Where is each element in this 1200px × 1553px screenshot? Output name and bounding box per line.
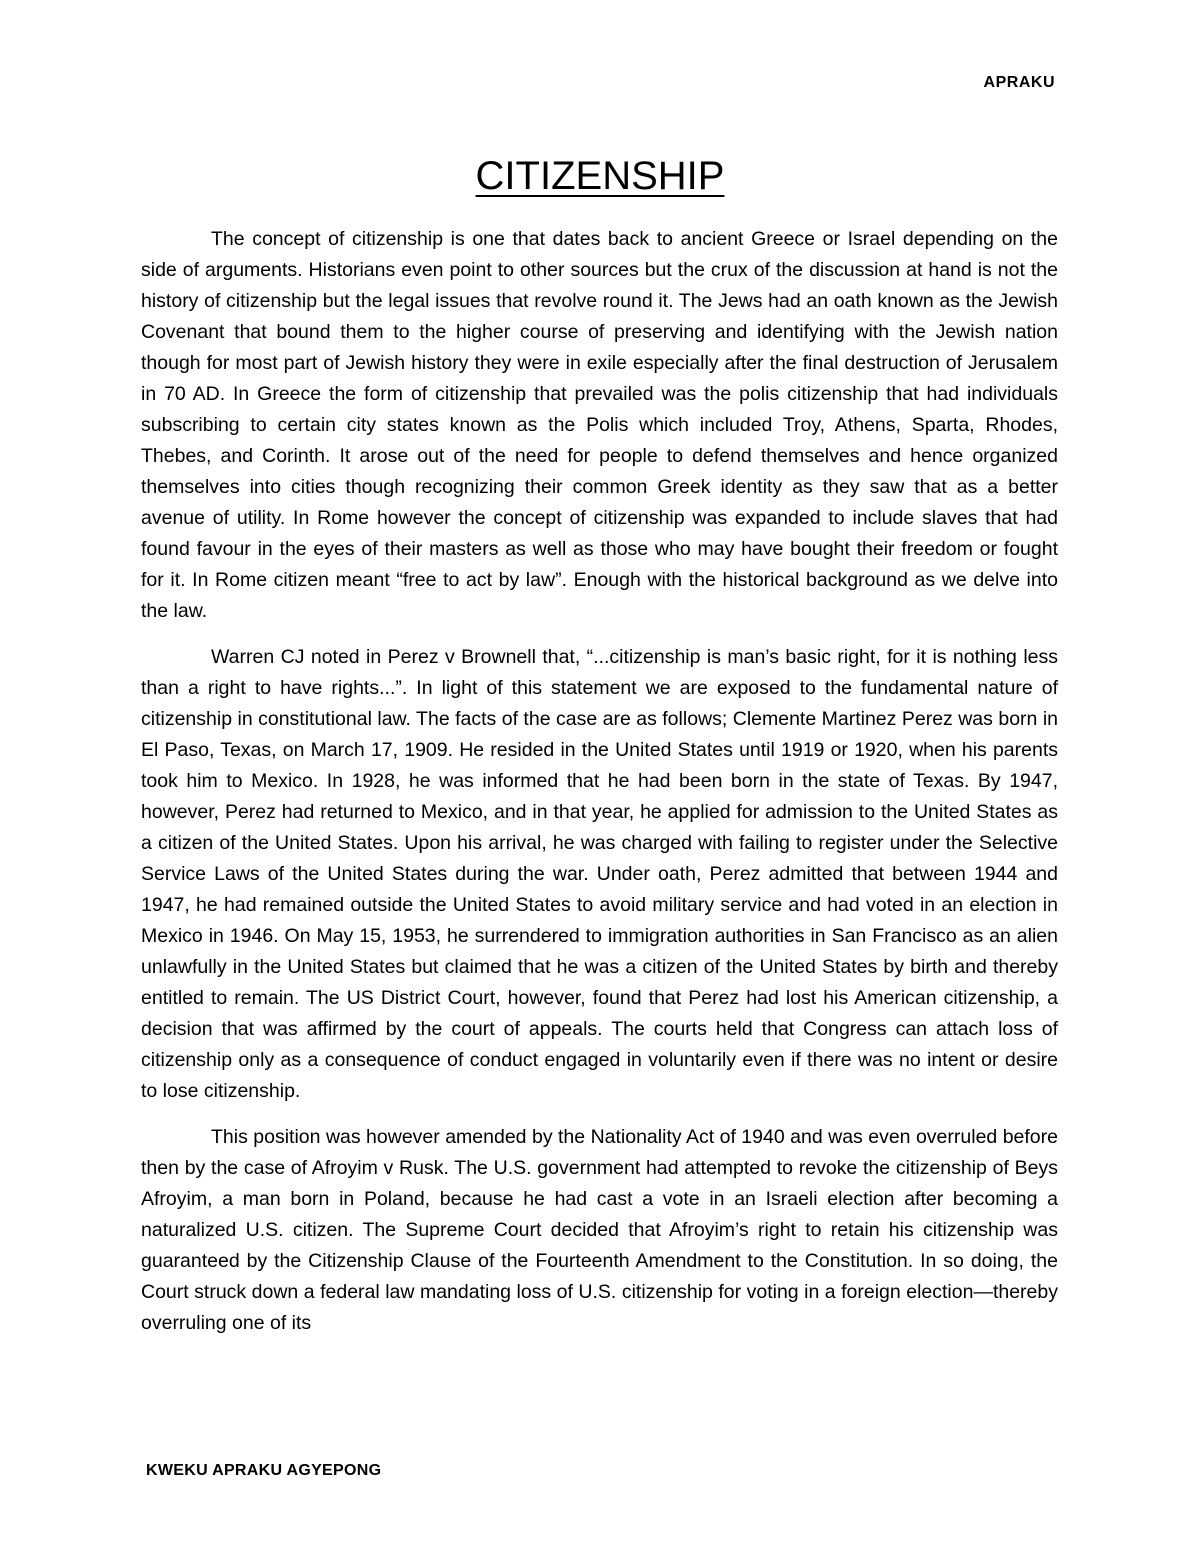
footer-author: KWEKU APRAKU AGYEPONG — [146, 1462, 382, 1479]
paragraph: The concept of citizenship is one that dates back to ancient Greece or Israel depending on the side of arguments. Historians even point to other sources but the crux of the discussion at hand is not the history of citizenship but the legal issues that revolve round it. The Jews had an oath known as the Jewish Covenant that bound them to the higher course of preserving and identifying with the Jewish nation though for most part of Jewish history they were in exile especially after the final destruction of Jerusalem in 70 AD. In Greece the form of citizenship that prevailed was the polis citizenship that had individuals subscribing to certain city states known as the Polis which included Troy, Athens, Sparta, Rhodes, Thebes, and Corinth. It arose out of the need for people to defend themselves and hence organized themselves into cities though recognizing their common Greek identity as they saw that as a better avenue of utility. In Rome however the concept of citizenship was expanded to include slaves that had found favour in the eyes of their masters as well as those who may have bought their freedom or fought for it. In Rome citizen meant “free to act by law”. Enough with the historical background as we delve into the law. — [141, 228, 1058, 622]
document-title — [0, 152, 1200, 200]
running-head: APRAKU — [983, 74, 1055, 91]
document-body — [141, 224, 1058, 1354]
paragraph: Warren CJ noted in Perez v Brownell that, “...citizenship is man’s basic right, for it is nothing less than a right to have rights...”. In light of this statement we are exposed to the fundamental nature of citizenship in constitutional law. The facts of the case are as follows; Clemente Martinez Perez was born in El Paso, Texas, on March 17, 1909. He resided in the United States until 1919 or 1920, when his parents took him to Mexico. In 1928, he was informed that he had been born in the state of Texas. By 1947, however, Perez had returned to Mexico, and in that year, he applied for admission to the United States as a citizen of the United States. Upon his arrival, he was charged with failing to register under the Selective Service Laws of the United States during the war. Under oath, Perez admitted that between 1944 and 1947, he had remained outside the United States to avoid military service and had voted in an election in Mexico in 1946. On May 15, 1953, he surrendered to immigration authorities in San Francisco as an alien unlawfully in the United States but claimed that he was a citizen of the United States by birth and thereby entitled to remain. The US District Court, however, found that Perez had lost his American citizenship, a decision that was affirmed by the court of appeals. The courts held that Congress can attach loss of citizenship only as a consequence of conduct engaged in voluntarily even if there was no intent or desire to lose citizenship. — [141, 646, 1058, 1102]
paragraph: This position was however amended by the Nationality Act of 1940 and was even overruled before then by the case of Afroyim v Rusk. The U.S. government had attempted to revoke the citizenship of Beys Afroyim, a man born in Poland, because he had cast a vote in an Israeli election after becoming a naturalized U.S. citizen. The Supreme Court decided that Afroyim’s right to retain his citizenship was guaranteed by the Citizenship Clause of the Fourteenth Amendment to the Constitution. In so doing, the Court struck down a federal law mandating loss of U.S. citizenship for voting in a foreign election—thereby overruling one of its — [141, 1126, 1058, 1334]
document-title-text: CITIZENSHIP — [475, 154, 725, 198]
